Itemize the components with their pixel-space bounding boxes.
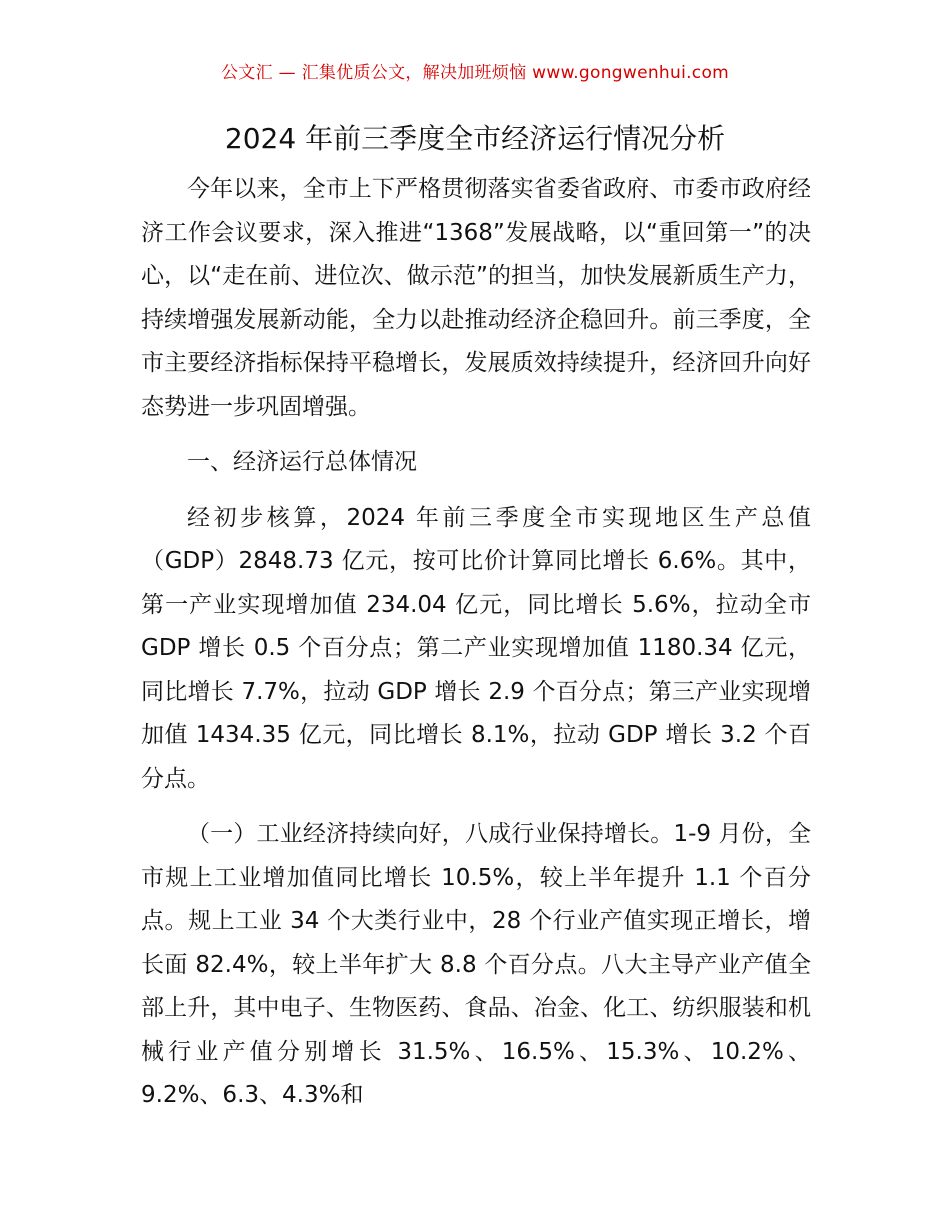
industry-paragraph: （一）工业经济持续向好，八成行业保持增长。1-9 月份，全市规上工业增加值同比增长 10.5%，较上半年提升 1.1 个百分点。规上工业 34 个大类行业中，28 个行业产值实现正增长，增长面 82.4%，较上半年扩大 8.8 个百分点。八大主导产业产值全部上升，其中电子、生物医药、食品、冶金、化工、纺织服装和机械行业产值分别增长 31.5%、16.5%、15.3%、10.2%、9.2%、6.3、4.3%和 <box>141 821 811 1108</box>
intro-paragraph: 今年以来，全市上下严格贯彻落实省委省政府、市委市政府经济工作会议要求，深入推进“1368”发展战略，以“重回第一”的决心，以“走在前、进位次、做示范”的担当，加快发展新质生产力，持续增强发展新动能，全力以赴推动经济企稳回升。前三季度，全市主要经济指标保持平稳增长，发展质效持续提升，经济回升向好态势进一步巩固增强。 <box>141 176 811 420</box>
section-heading: 一、经济运行总体情况 <box>187 449 417 475</box>
site-banner: 公文汇 — 汇集优质公文，解决加班烦恼 www.gongwenhui.com <box>220 63 730 83</box>
document-title: 2024 年前三季度全市经济运行情况分析 <box>224 122 726 155</box>
document-body <box>141 168 811 1118</box>
gdp-paragraph: 经初步核算，2024 年前三季度全市实现地区生产总值（GDP）2848.73 亿元，按可比价计算同比增长 6.6%。其中，第一产业实现增加值 234.04 亿元，同比增长 5.6%，拉动全市 GDP 增长 0.5 个百分点；第二产业实现增加值 1180.34 亿元，同比增长 7.7%，拉动 GDP 增长 2.9 个百分点；第三产业实现增加值 1434.35 亿元，同比增长 8.1%，拉动 GDP 增长 3.2 个百分点。 <box>141 504 811 792</box>
